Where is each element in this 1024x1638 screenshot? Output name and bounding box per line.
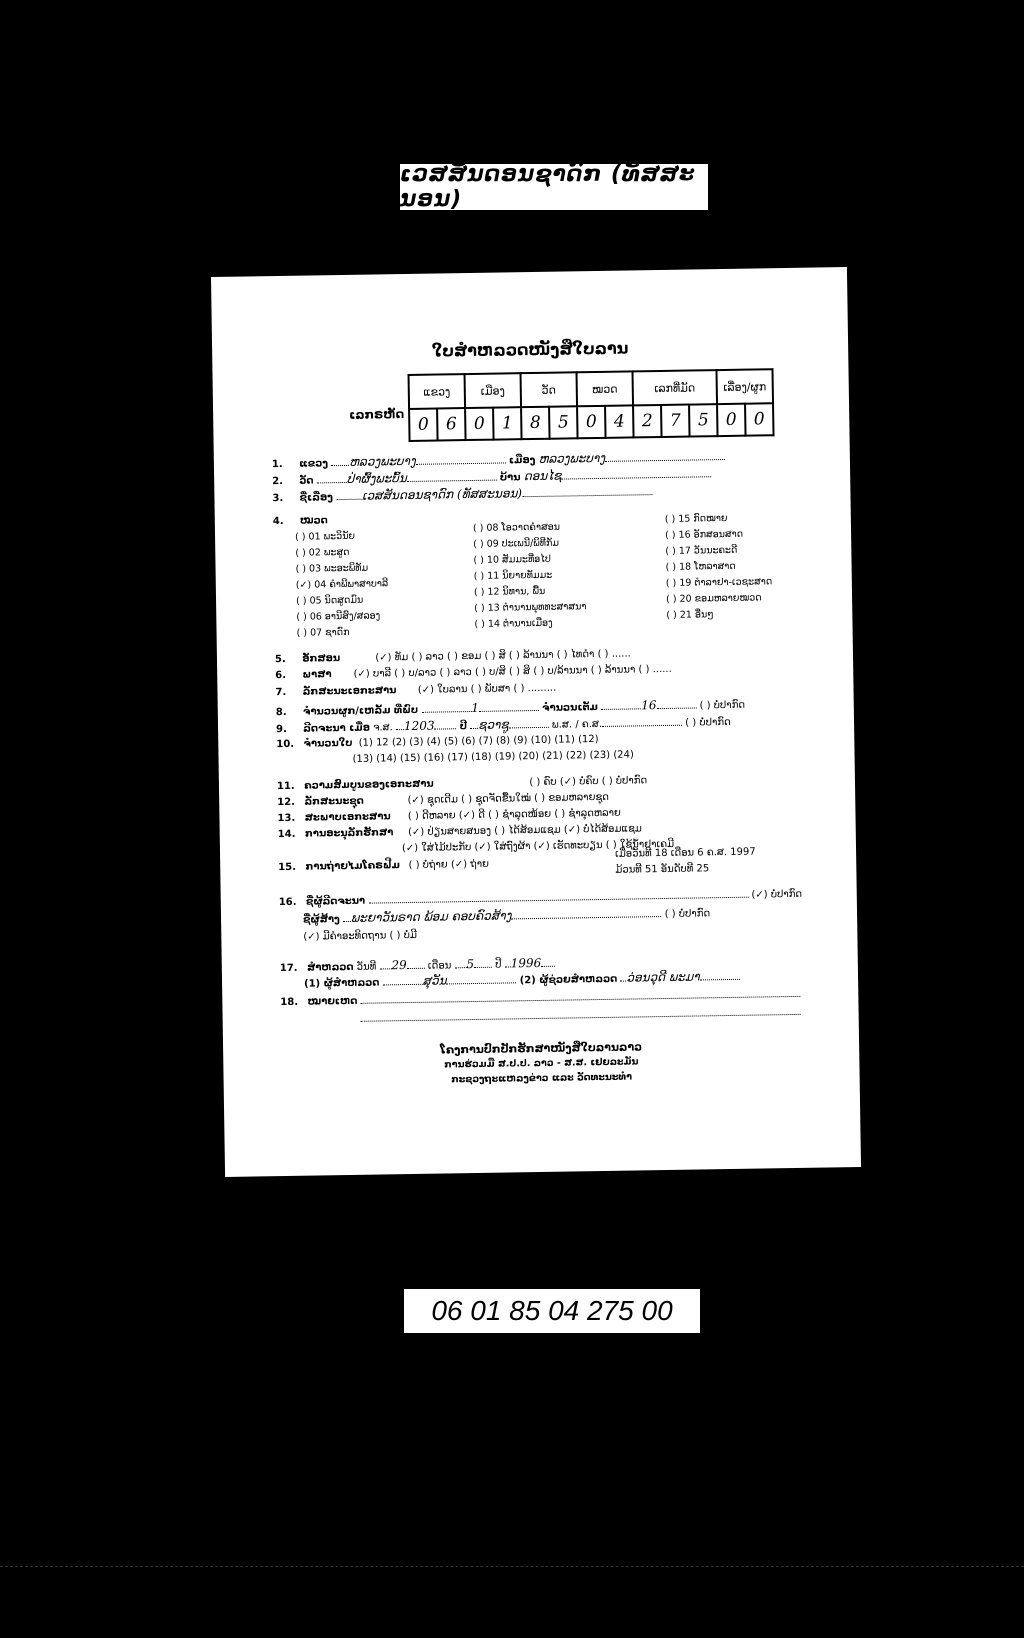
- code-header: ໝວດ: [577, 371, 634, 406]
- field-label: ວັດ: [299, 475, 314, 487]
- code-digit: 0: [745, 403, 773, 435]
- microfilm-date: ເມື່ອວັນທີ 18 ເດືອນ 6 ຄ.ສ. 1997: [615, 846, 756, 860]
- row-language: [275, 664, 672, 681]
- category-option: ( ) 05 ນິດສູດມົນ: [295, 594, 364, 607]
- field-label: ເດືອນ: [427, 960, 452, 972]
- title-label: ເວສສັນດອນຊາດົກ (ທັສສະນອນ): [400, 164, 708, 210]
- field-label: ແຂວງ: [299, 458, 329, 470]
- field-value: ປ່າຜົ້ງພະບົ້ນ: [346, 471, 407, 486]
- code-digit: 1: [493, 407, 521, 439]
- field-label: ລັກສະນະເອກະສານ: [302, 685, 397, 698]
- row-number: 9.: [276, 723, 287, 736]
- row-number: 6.: [275, 669, 287, 682]
- code-digit: 2: [633, 405, 661, 437]
- category-option: ( ) 20 ຂອມຫລາຍໝວດ: [666, 592, 762, 605]
- row-condition: [277, 808, 620, 824]
- field-label: ລັກສະນະຊຸດ: [304, 795, 364, 808]
- field-value: ຊວາຊູ: [478, 717, 509, 732]
- row-number: 2.: [272, 475, 284, 488]
- code-table: [408, 368, 775, 442]
- row-number: 17.: [279, 962, 298, 975]
- field-label: ປີ: [495, 959, 502, 971]
- code-digit: 0: [465, 408, 493, 440]
- field-label: ລີດຈະນາ ເມື່ອ: [303, 722, 371, 735]
- field-label: ຈຳນວນເຕັມ: [542, 702, 599, 714]
- field-label: ພ.ສ. / ຄ.ສ.: [551, 718, 603, 731]
- category-option: ( ) 13 ຕຳນານພຸທທະສາສນາ: [474, 601, 587, 614]
- leaf-count-line: (13) (14) (15) (16) (17) (18) (19) (20) (21) (22) (23) (24): [352, 749, 634, 765]
- field-label: ປີ: [459, 721, 468, 733]
- row-script: [275, 649, 631, 666]
- field-value: ຫລວງພະບາງ: [538, 450, 606, 466]
- row-number: 5.: [274, 653, 286, 666]
- category-option: ( ) 14 ຕຳນານເມືອງ: [474, 617, 553, 630]
- field-label: ອັກສອນ: [302, 653, 341, 665]
- category-option: ( ) 02 ພະສູດ: [295, 546, 350, 559]
- row-conservation: [278, 823, 642, 840]
- field-options: (✓) ບໍ່ປາກົດ: [751, 888, 803, 901]
- field-options: (✓) ໃບລານ ( ) ພັບສາ ( ) .........: [417, 682, 557, 696]
- row-number: 3.: [272, 492, 284, 505]
- row-story-title: [272, 484, 652, 504]
- field-options: (✓) ບາລີ ( ) ບ/ລາວ ( ) ລາວ ( ) ບ/ສິ ( ) ສິ ( ) ບ/ລ້ານນາ ( ) ລ້ານນາ ( ) ......: [353, 663, 672, 680]
- row-number: 4.: [272, 515, 284, 528]
- field-label: ໝວດ: [299, 515, 328, 527]
- field-label: ເມືອງ: [508, 454, 536, 467]
- category-option: ( ) 12 ນິທານ, ພື້ນ: [473, 585, 546, 598]
- row-survey: [280, 956, 556, 974]
- category-option: ( ) 06 ອານີສົງ/ສລອງ: [296, 610, 381, 623]
- code-header: ເມືອງ: [465, 373, 522, 408]
- row-number: 1.: [271, 458, 283, 471]
- code-digit: 6: [437, 408, 465, 440]
- code-digit: 5: [549, 406, 577, 438]
- code-digit: 7: [661, 405, 689, 437]
- field-value: ດອນໄຊ: [523, 468, 562, 484]
- row-number: 11.: [276, 780, 295, 793]
- row-number: 8.: [275, 706, 287, 719]
- field-options: ( ) ບໍ່ປາກົດ: [664, 908, 711, 921]
- code-digit: 0: [577, 406, 605, 438]
- manuscript-id-label: 06 01 85 04 275 00: [404, 1289, 700, 1333]
- field-value: ຫລວງພະບາງ: [349, 453, 416, 469]
- field-label: ໝາຍເຫດ: [307, 995, 358, 1008]
- category-option: (✓) 04 ຄຳພີພາສາບາລີ: [295, 578, 389, 591]
- field-value: ພະຍາວັນຣາດ ພ້ອມ ຄອບຄົວສ້າງ: [350, 908, 512, 925]
- field-options: (✓) ໃສ່ໄມ້ປະກັບ (✓) ໃສ່ຖົງຜ້າ (✓) ເຮັດທະບຽນ ( ) ໃຊ້ນ້ຳຢາເຄມີ: [401, 838, 675, 855]
- field-label: (2) ຜູ້ຊ່ວຍສຳຫລວດ: [519, 973, 618, 987]
- code-header: ແຂວງ: [409, 374, 466, 409]
- field-value: ສຸວັນ: [422, 973, 447, 988]
- row-number: 13.: [277, 812, 296, 825]
- row-number: 14.: [277, 828, 296, 841]
- field-options: ( ) ດີຫລາຍ (✓) ດີ ( ) ຊຳລຸດໜ້ອຍ ( ) ຊຳລຸດຫລາຍ: [407, 807, 621, 823]
- field-value: 5: [466, 957, 475, 972]
- category-option: ( ) 18 ໂຫລາສາດ: [665, 560, 736, 573]
- era-prefix: ຈ.ສ.: [373, 722, 393, 734]
- field-label: ບ້ານ: [499, 472, 521, 484]
- field-label: ຄວາມສົມບູນຂອງເອກະສານ: [304, 778, 434, 792]
- field-options: (✓) ປ່ຽນສາຍສນອງ ( ) ໄດ້ສ້ອມແຊມ (✓) ບໍ່ໄດ້ສ້ອມແຊມ: [408, 823, 642, 839]
- field-value: 1996: [510, 955, 542, 971]
- field-options: ( ) ຄົບ (✓) ບໍ່ຄົບ ( ) ບໍ່ປາກົດ: [529, 775, 648, 789]
- row-number: 15.: [278, 861, 297, 874]
- row-sponsor: [303, 905, 710, 925]
- survey-form: [211, 267, 861, 1177]
- category-option: ( ) 21 ອື່ນໆ: [666, 609, 714, 621]
- code-label: ເລກຣຫັດ: [349, 407, 405, 422]
- field-options: ( ) ບໍ່ປາກົດ: [685, 716, 731, 729]
- field-value: 1: [471, 700, 480, 716]
- field-value: 1203: [403, 718, 435, 734]
- field-label: ວັນທີ: [356, 961, 377, 973]
- field-label: ການຖ່າຍໄມໂຄຣຟີມ: [305, 860, 401, 873]
- row-completeness: [277, 775, 647, 792]
- code-header: ເລື່ອງ/ຜູກ: [716, 369, 773, 404]
- field-label: ຈຳນວນຜູກ/ເຫລັ້ມ ທີ່ພົບ: [302, 704, 419, 718]
- field-value: ເວສສັນດອນຊາດົກ (ທັສສະນອນ): [361, 486, 523, 503]
- field-label: ຊື່ເລື່ອງ: [299, 492, 333, 504]
- footer-cooperation: ການຮ່ວມມື ສ.ປ.ປ. ລາວ - ສ.ສ. ເຢຍລະມັນ: [444, 1056, 639, 1071]
- row-category: [273, 515, 328, 527]
- code-digit: 5: [689, 404, 717, 436]
- scan-edge-line: [0, 1566, 1024, 1567]
- row-leaf-count: [276, 734, 598, 750]
- row-document-type: [275, 683, 556, 698]
- category-option: ( ) 15 ກົດໝາຍ: [664, 512, 728, 525]
- row-scribe: [279, 888, 802, 908]
- form-title: ໃບສຳຫລວດໜັງສືໃບລານ: [431, 338, 629, 361]
- row-number: 16.: [278, 896, 297, 909]
- field-options: ( ) ບໍ່ປາກົດ: [699, 699, 746, 712]
- category-option: ( ) 09 ປະເພນີ/ພິທີກັມ: [473, 537, 560, 550]
- code-digit: 4: [605, 405, 633, 437]
- field-label: ຈຳນວນໃບ: [303, 737, 353, 750]
- code-digit: 0: [409, 409, 437, 441]
- code-digit: 0: [717, 404, 745, 436]
- microfilm-roll: ມ້ວນທີ 51 ອັນດັບທີ 25: [615, 863, 710, 876]
- field-label: ການອະນຸລັກຮັກສາ: [304, 827, 394, 840]
- row-number: 18.: [280, 996, 299, 1009]
- code-header: ວັດ: [521, 372, 578, 407]
- code-header: ເລກທີ່ມັດ: [633, 370, 718, 405]
- field-value: 29: [391, 958, 407, 973]
- field-label: ຊື່ຜູ້ສ້າງ: [302, 914, 340, 926]
- row-inscribed-date: [276, 714, 731, 735]
- category-option: ( ) 17 ວັນນະຄະດີ: [665, 544, 738, 557]
- leaf-count-line: (1) 12 (2) (3) (4) (5) (6) (7) (8) (9) (10) (11) (12): [358, 734, 599, 749]
- field-label: ສະພາບເອກະສານ: [304, 811, 391, 824]
- footer-project: ໂຄງການປົກປັກຮັກສາໜັງສືໃບລານລາວ: [440, 1040, 643, 1057]
- remarks-line: [361, 1006, 801, 1025]
- category-option: ( ) 01 ພະວິນັຍ: [294, 530, 356, 543]
- row-microfilm: [278, 859, 489, 873]
- category-option: ( ) 07 ຊາດົກ: [296, 626, 350, 639]
- field-label: ສຳຫລວດ: [306, 961, 354, 974]
- category-option: ( ) 08 ໂອວາດຄຳສອນ: [472, 521, 561, 534]
- field-options: (✓) ຊຸດເດີມ ( ) ຊຸດຈັດຂື້ນໃໝ່ ( ) ຂອມຫລາຍຊຸດ: [407, 791, 610, 807]
- row-number: 7.: [275, 686, 287, 699]
- field-options: (✓) ມີຄຳອະທິດຖານ ( ) ບໍ່ມີ: [303, 929, 418, 943]
- category-option: ( ) 19 ຕຳລາຢາ-ເວຊະສາດ: [665, 576, 773, 589]
- footer-ministry: ກະຊວງຖະແຫລງຂ່າວ ແລະ ວັດທະນະທຳ: [451, 1071, 633, 1086]
- category-option: ( ) 11 ນິຍາຍທັມມະ: [473, 569, 553, 582]
- row-number: 10.: [276, 738, 295, 751]
- category-option: ( ) 10 ສັມມະທີ່ອໄປ: [473, 553, 551, 566]
- field-value: 16: [641, 698, 657, 713]
- field-label: ຊື່ຜູ້ລີດຈະນາ: [305, 895, 366, 908]
- field-options: ( ) ບໍ່ຖ່າຍ (✓) ຖ່າຍ: [408, 858, 490, 872]
- row-set-type: [277, 792, 609, 808]
- category-option: ( ) 03 ພະອະພິທັມ: [295, 562, 369, 575]
- field-options: (✓) ທັມ ( ) ລາວ ( ) ຂອມ ( ) ສິ ( ) ລ້ານນາ ( ) ໄທດຳ ( ) ......: [375, 648, 631, 664]
- row-remarks: [280, 988, 800, 1008]
- field-label: (1) ຜູ້ສຳຫລວດ: [304, 977, 380, 990]
- field-value: ວ່ອນວຸດີ ພະມາ: [626, 969, 700, 985]
- field-label: ພາສາ: [302, 669, 332, 681]
- category-option: ( ) 16 ອັກສອນສາດ: [664, 528, 744, 541]
- code-digit: 8: [521, 407, 549, 439]
- row-number: 12.: [277, 796, 296, 809]
